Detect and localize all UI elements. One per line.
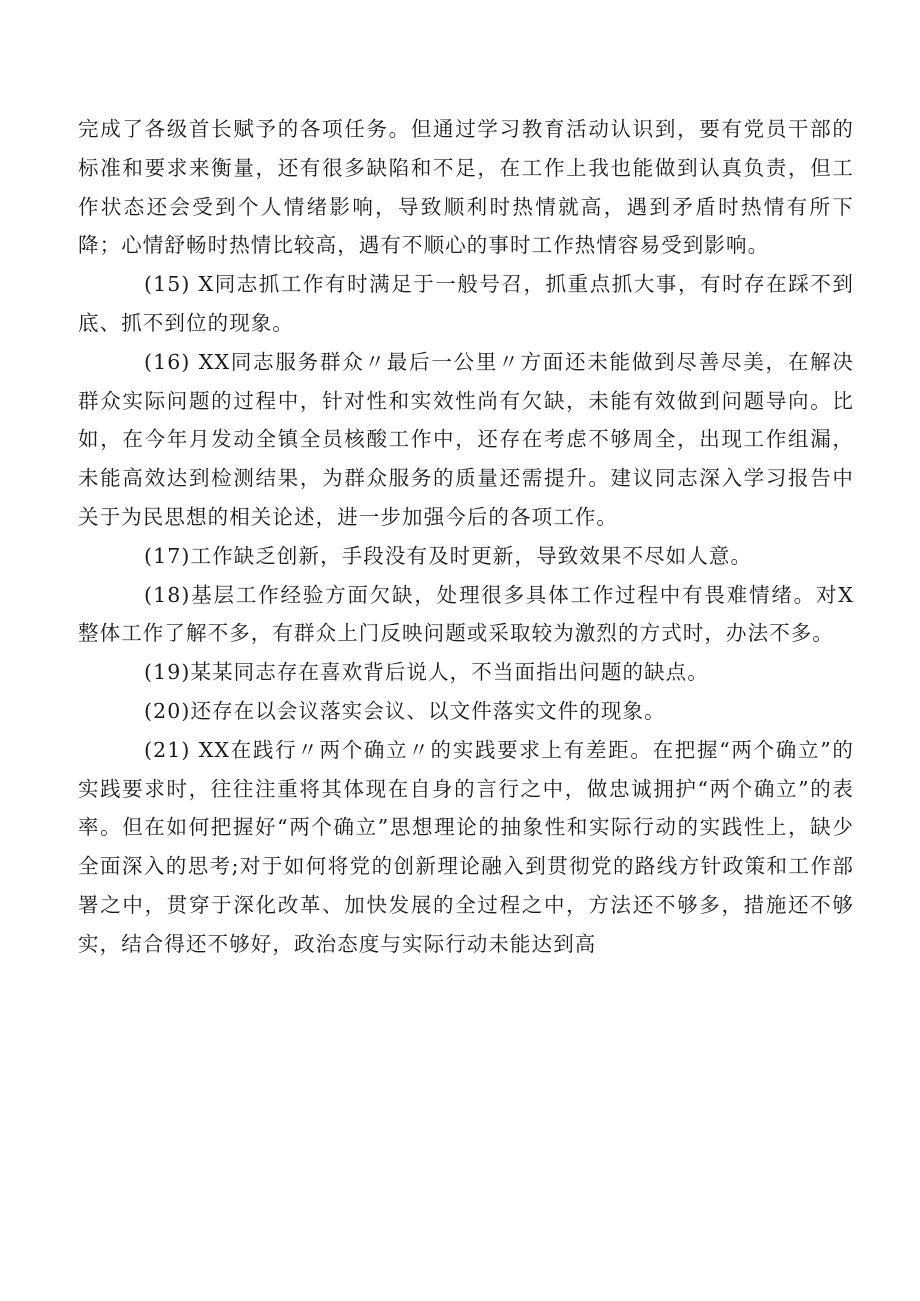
paragraph-item-16: (16) XX同志服务群众〃最后一公里〃方面还未能做到尽善尽美，在解决群众实际问题的过程中，针对性和实效性尚有欠缺，未能有效做到问题导向。比如，在今年月发动全镇全员核酸工作中，还存在考虑不够周全，出现工作组漏，未能高效达到检测结果，为群众服务的质量还需提升。建议同志深入学习报告中关于为民思想的相关论述，进一步加强今后的各项工作。: [78, 349, 854, 529]
paragraph-item-15: (15) X同志抓工作有时满足于一般号召，抓重点抓大事，有时存在踩不到底、抓不到位的现象。: [78, 272, 854, 335]
paragraph-continued: 完成了各级首长赋予的各项任务。但通过学习教育活动认识到，要有党员干部的标准和要求来衡量，还有很多缺陷和不足，在工作上我也能做到认真负责，但工作状态还会受到个人情绪影响，导致顺利时热情就高，遇到矛盾时热情有所下降；心情舒畅时热情比较高，遇有不顺心的事时工作热情容易受到影响。: [78, 117, 854, 258]
paragraph-item-17: (17)工作缺乏创新，手段没有及时更新，导致效果不尽如人意。: [144, 543, 753, 568]
paragraph-item-18: (18)基层工作经验方面欠缺，处理很多具体工作过程中有畏难情绪。对X整体工作了解不多，有群众上门反映问题或采取较为激烈的方式时，办法不多。: [78, 582, 854, 646]
paragraph-item-20: (20)还存在以会议落实会议、以文件落实文件的现象。: [144, 698, 666, 723]
document-page: [78, 110, 854, 964]
paragraph-item-19: (19)某某同志存在喜欢背后说人，不当面指出问题的缺点。: [144, 660, 709, 685]
paragraph-item-21: (21) XX在践行〃两个确立〃的实践要求上有差距。在把握“两个确立”的实践要求时，往往注重将其体现在自身的言行之中，做忠诚拥护“两个确立”的表率。但在如何把握好“两个确立”思想理论的抽象性和实际行动的实践性上，缺少全面深入的思考;对于如何将党的创新理论融入到贯彻党的路线方针政策和工作部署之中，贯穿于深化改革、加快发展的全过程之中，方法还不够多，措施还不够实，结合得还不够好，政治态度与实际行动未能达到高: [78, 737, 854, 956]
